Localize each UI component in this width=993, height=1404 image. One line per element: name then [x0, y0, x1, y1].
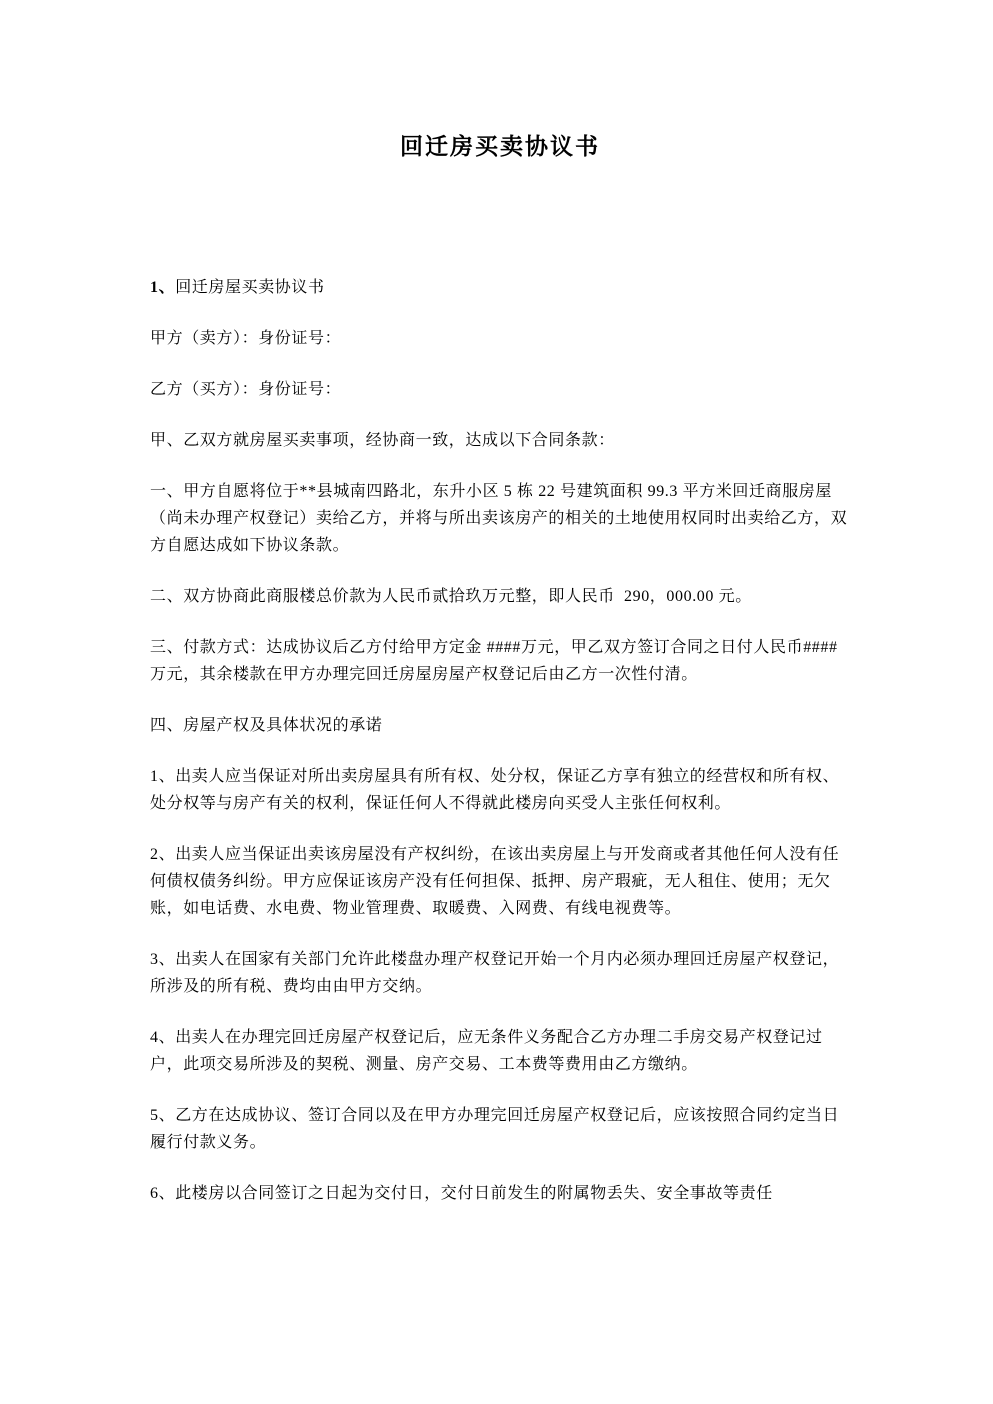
party-b-line: 乙方（买方）：身份证号： [150, 381, 342, 398]
list-item-number: 1、 [150, 279, 176, 296]
commitment-5: 5、乙方在达成协议、签订合同以及在甲方办理完回迁房屋产权登记后，应该按照合同约定当日履行付款义务。 [150, 1107, 840, 1151]
party-a-line: 甲方（卖方）：身份证号： [150, 330, 342, 347]
list-item-heading [150, 274, 850, 301]
commitment-3: 3、出卖人在国家有关部门允许此楼盘办理产权登记开始一个月内必须办理回迁房屋产权登记，所涉及的所有税、费均由由甲方交纳。 [150, 951, 840, 995]
document-title: 回迁房买卖协议书 [400, 134, 600, 159]
commitment-2: 2、出卖人应当保证出卖该房屋没有产权纠纷，在该出卖房屋上与开发商或者其他任何人没有任何债权债务纠纷。甲方应保证该房产没有任何担保、抵押、房产瑕疵，无人租住、使用；无欠账，如电话费、水电费、物业管理费、取暖费、入网费、有线电视费等。 [150, 846, 840, 917]
clause-3: 三、付款方式：达成协议后乙方付给甲方定金 ####万元，甲乙双方签订合同之日付人民币####万元，其余楼款在甲方办理完回迁房屋房屋产权登记后由乙方一次性付清。 [150, 639, 838, 683]
commitment-1: 1、出卖人应当保证对所出卖房屋具有所有权、处分权，保证乙方享有独立的经营权和所有权、处分权等与房产有关的权利，保证任何人不得就此楼房向买受人主张任何权利。 [150, 768, 840, 812]
commitment-6: 6、此楼房以合同签订之日起为交付日，交付日前发生的附属物丢失、安全事故等责任 [150, 1185, 773, 1202]
preamble-line: 甲、乙双方就房屋买卖事项，经协商一致，达成以下合同条款： [150, 432, 615, 449]
commitment-4: 4、出卖人在办理完回迁房屋产权登记后，应无条件义务配合乙方办理二手房交易产权登记过户，此项交易所涉及的契税、测量、房产交易、工本费等费用由乙方缴纳。 [150, 1029, 823, 1073]
clause-1: 一、甲方自愿将位于**县城南四路北，东升小区 5 栋 22 号建筑面积 99.3 平方米回迁商服房屋（尚未办理产权登记）卖给乙方，并将与所出卖该房产的相关的土地使用权同时出卖给乙方，双方自愿达成如下协议条款。 [150, 483, 848, 554]
document-body [150, 274, 850, 1207]
clause-4: 四、房屋产权及具体状况的承诺 [150, 717, 383, 734]
clause-2: 二、双方协商此商服楼总价款为人民币贰拾玖万元整，即人民币 290，000.00 元。 [150, 588, 752, 605]
list-item-label: 回迁房屋买卖协议书 [175, 279, 325, 296]
